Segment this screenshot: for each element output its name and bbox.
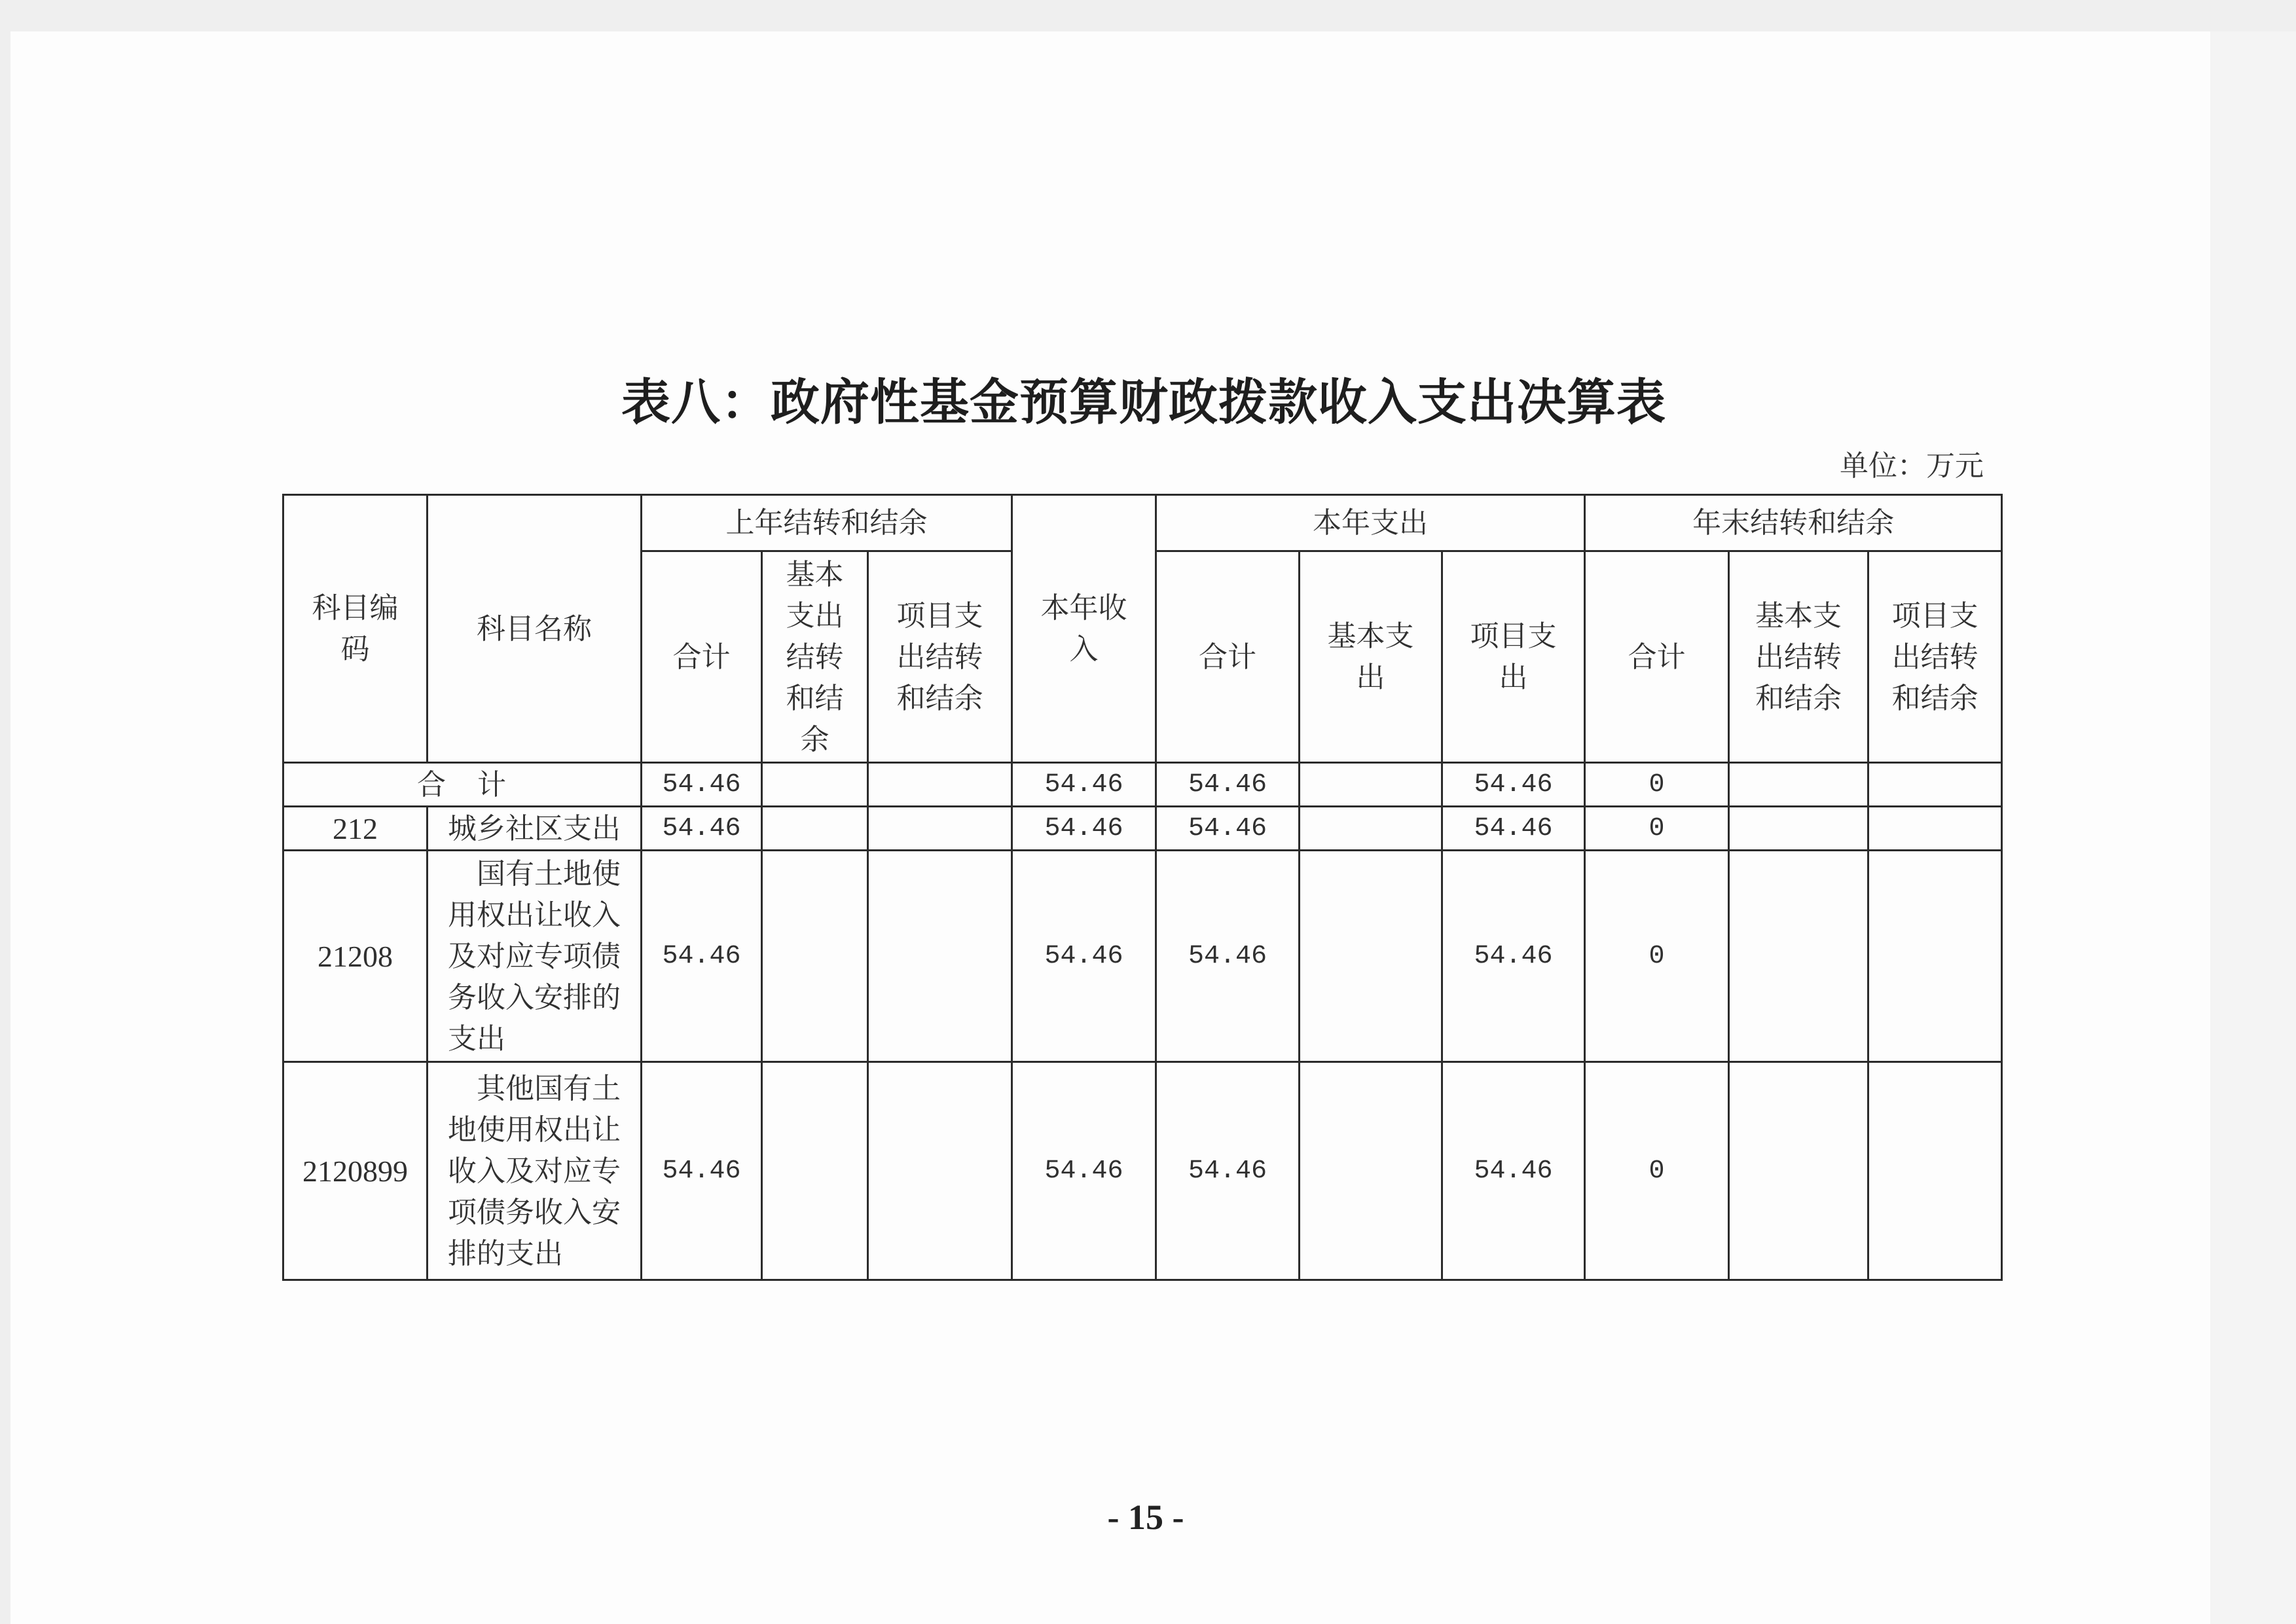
cell-last-year-total: 54.46 xyxy=(642,1062,762,1280)
cell-name xyxy=(428,1062,642,1280)
scan-margin xyxy=(2210,31,2296,1624)
header-row-1 xyxy=(283,495,2002,551)
header-last-year-basic-text: 基本支出结转和结余 xyxy=(786,558,844,756)
header-year-end-balance: 年末结转和结余 xyxy=(1585,495,2002,551)
cell-name-text: 其他国有土地使用权出让收入及对应专项债务收入安排的支出 xyxy=(448,1072,621,1270)
table-row xyxy=(283,851,2002,1062)
cell-code: 21208 xyxy=(283,851,428,1062)
cell-expense-total: 54.46 xyxy=(1156,807,1300,851)
header-expense-total: 合计 xyxy=(1156,551,1300,763)
cell-expense-project: 54.46 xyxy=(1442,763,1585,807)
header-year-end-basic xyxy=(1729,551,1868,763)
cell-year-end-project xyxy=(1868,763,2002,807)
cell-last-year-total: 54.46 xyxy=(642,807,762,851)
total-label: 合 计 xyxy=(283,763,642,807)
cell-year-end-project xyxy=(1868,807,2002,851)
cell-last-year-basic xyxy=(762,763,868,807)
cell-expense-basic xyxy=(1300,807,1442,851)
cell-year-end-total: 0 xyxy=(1585,807,1729,851)
header-year-end-total: 合计 xyxy=(1585,551,1729,763)
header-expense-project-text: 项目支出 xyxy=(1470,620,1557,693)
cell-year-end-total: 0 xyxy=(1585,763,1729,807)
header-year-end-project-text: 项目支出结转和结余 xyxy=(1891,599,1978,714)
cell-code: 2120899 xyxy=(283,1062,428,1280)
unit-label: 单位：万元 xyxy=(1840,450,1984,482)
cell-income: 54.46 xyxy=(1012,1062,1156,1280)
table-title: 表八：政府性基金预算财政拨款收入支出决算表 xyxy=(621,376,1666,430)
cell-last-year-total: 54.46 xyxy=(642,763,762,807)
header-name: 科目名称 xyxy=(428,495,642,763)
header-income-text: 本年收入 xyxy=(1040,592,1127,665)
header-year-end-project xyxy=(1868,551,2002,763)
cell-expense-project: 54.46 xyxy=(1442,807,1585,851)
cell-year-end-total: 0 xyxy=(1585,851,1729,1062)
header-expense-project xyxy=(1442,551,1585,763)
cell-expense-project: 54.46 xyxy=(1442,851,1585,1062)
table-row xyxy=(283,807,2002,851)
header-code xyxy=(283,495,428,763)
cell-expense-total: 54.46 xyxy=(1156,1062,1300,1280)
header-last-year-basic xyxy=(762,551,868,763)
table-row-total xyxy=(283,763,2002,807)
cell-income: 54.46 xyxy=(1012,763,1156,807)
budget-table xyxy=(282,494,2003,1281)
cell-expense-basic xyxy=(1300,763,1442,807)
header-expense-basic-text: 基本支出 xyxy=(1327,620,1414,693)
cell-expense-basic xyxy=(1300,1062,1442,1280)
cell-expense-basic xyxy=(1300,851,1442,1062)
cell-year-end-basic xyxy=(1729,851,1868,1062)
table-row xyxy=(283,1062,2002,1280)
header-year-end-basic-text: 基本支出结转和结余 xyxy=(1755,599,1842,714)
cell-last-year-basic xyxy=(762,1062,868,1280)
header-last-year-project xyxy=(868,551,1012,763)
cell-last-year-project xyxy=(868,807,1012,851)
cell-expense-project: 54.46 xyxy=(1442,1062,1585,1280)
header-last-year-balance: 上年结转和结余 xyxy=(642,495,1012,551)
header-last-year-project-text: 项目支出结转和结余 xyxy=(896,599,983,714)
cell-expense-total: 54.46 xyxy=(1156,763,1300,807)
page-number: - 15 - xyxy=(1107,1498,1184,1537)
header-code-text: 科目编码 xyxy=(312,592,399,665)
cell-name: 城乡社区支出 xyxy=(428,807,642,851)
cell-year-end-total: 0 xyxy=(1585,1062,1729,1280)
cell-last-year-project xyxy=(868,851,1012,1062)
cell-last-year-project xyxy=(868,763,1012,807)
header-last-year-total: 合计 xyxy=(642,551,762,763)
cell-name-text: 国有土地使用权出让收入及对应专项债务收入安排的支出 xyxy=(448,857,621,1055)
cell-expense-total: 54.46 xyxy=(1156,851,1300,1062)
cell-last-year-basic xyxy=(762,851,868,1062)
header-expense: 本年支出 xyxy=(1156,495,1585,551)
header-expense-basic xyxy=(1300,551,1442,763)
cell-year-end-basic xyxy=(1729,807,1868,851)
cell-year-end-basic xyxy=(1729,763,1868,807)
header-income xyxy=(1012,495,1156,763)
cell-name xyxy=(428,851,642,1062)
cell-income: 54.46 xyxy=(1012,851,1156,1062)
cell-last-year-basic xyxy=(762,807,868,851)
cell-year-end-basic xyxy=(1729,1062,1868,1280)
cell-year-end-project xyxy=(1868,851,2002,1062)
cell-last-year-total: 54.46 xyxy=(642,851,762,1062)
cell-income: 54.46 xyxy=(1012,807,1156,851)
cell-code: 212 xyxy=(283,807,428,851)
cell-year-end-project xyxy=(1868,1062,2002,1280)
cell-last-year-project xyxy=(868,1062,1012,1280)
